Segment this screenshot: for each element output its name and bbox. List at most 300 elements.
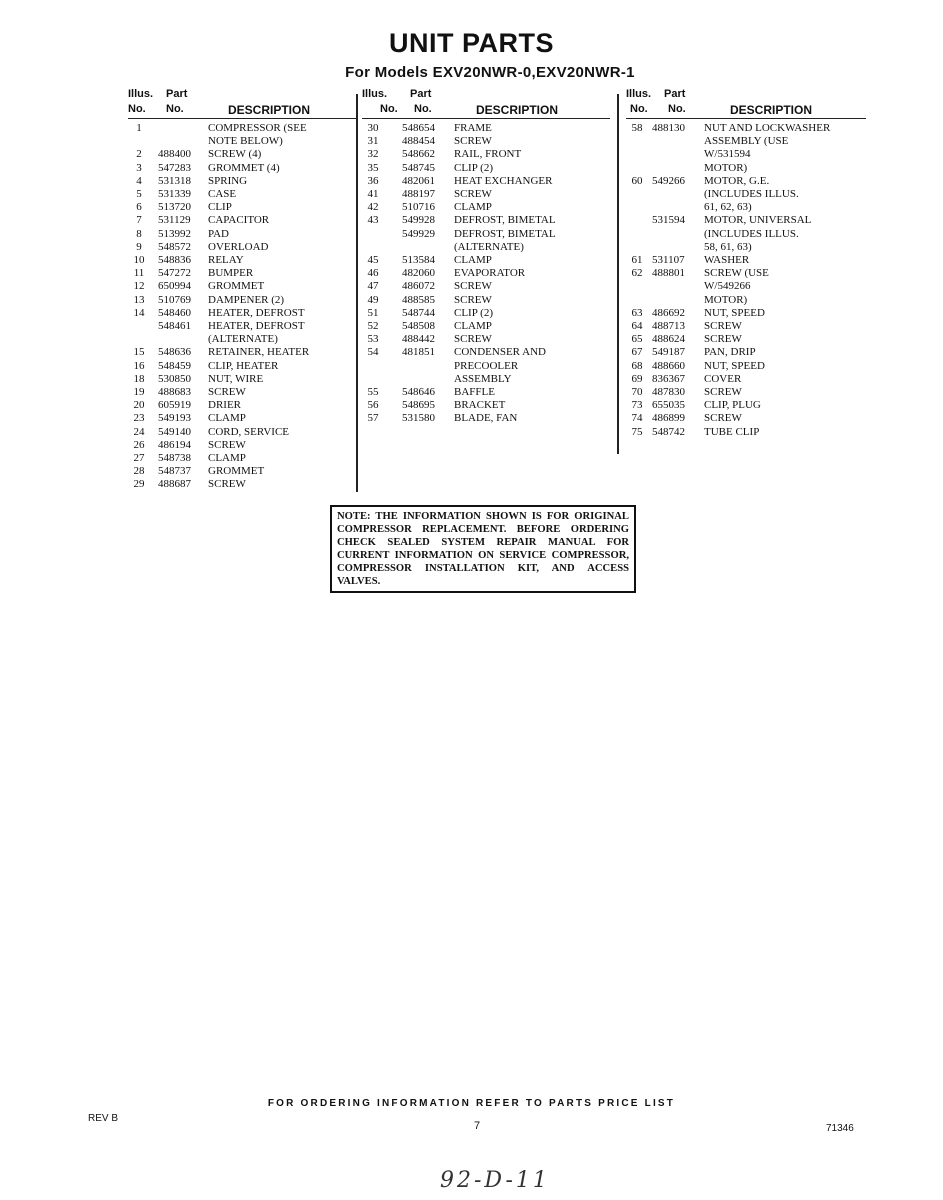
- header-description: DESCRIPTION: [228, 103, 311, 117]
- part-description: [454, 346, 610, 386]
- description-line: BLADE, FAN: [454, 412, 518, 425]
- description-line: HEATER, DEFROST: [208, 306, 305, 319]
- table-row: [128, 360, 356, 373]
- table-row: [626, 320, 866, 333]
- illus-number: 43: [367, 214, 379, 227]
- part-number: 530850: [158, 372, 191, 385]
- description-line: EVAPORATOR: [454, 267, 526, 280]
- table-row: [362, 135, 610, 148]
- part-description: [208, 386, 356, 399]
- description-line: RETAINER, HEATER: [208, 346, 310, 359]
- part-number: 488624: [652, 333, 685, 346]
- table-row: [362, 162, 610, 175]
- illus-number: 13: [133, 293, 145, 306]
- part-description: [208, 254, 356, 267]
- parts-column-2: [362, 88, 610, 426]
- description-line: HEATER, DEFROST: [208, 320, 305, 333]
- page-title: UNIT PARTS: [389, 28, 554, 58]
- table-row: [128, 254, 356, 267]
- description-line: GROMMET: [208, 280, 265, 293]
- illus-number: 65: [631, 333, 643, 346]
- illus-number: 69: [631, 372, 643, 385]
- header-part: Part: [410, 88, 432, 100]
- illus-number: 73: [631, 399, 643, 412]
- description-line: OVERLOAD: [208, 240, 269, 253]
- part-description: [704, 333, 866, 346]
- part-number: 549187: [652, 346, 685, 359]
- part-description: [208, 373, 356, 386]
- table-row: [128, 346, 356, 359]
- table-row: [362, 214, 610, 227]
- table-row: [362, 333, 610, 346]
- illus-number: 16: [133, 359, 145, 372]
- table-row: [626, 267, 866, 307]
- part-description: [208, 399, 356, 412]
- illus-number: 56: [367, 399, 379, 412]
- part-number: 488801: [652, 267, 685, 280]
- part-number: 836367: [652, 372, 685, 385]
- part-description: [208, 148, 356, 161]
- description-line: CLIP, HEATER: [208, 359, 279, 372]
- illus-number: 24: [133, 425, 145, 438]
- illus-number: 10: [133, 254, 145, 267]
- description-line: GROMMET: [208, 465, 265, 478]
- table-row: [128, 399, 356, 412]
- part-number: 548662: [402, 148, 435, 161]
- description-line: ASSEMBLY (USE: [704, 135, 789, 148]
- illus-number: 46: [367, 267, 379, 280]
- header-description: DESCRIPTION: [476, 103, 559, 117]
- part-number: 548836: [158, 254, 191, 267]
- part-number: 488454: [402, 135, 435, 148]
- table-row: [128, 320, 356, 346]
- illus-number: 74: [631, 412, 643, 425]
- page-number: 7: [474, 1120, 481, 1132]
- description-line: GROMMET (4): [208, 161, 280, 174]
- part-number: 655035: [652, 399, 685, 412]
- part-number: 531339: [158, 188, 191, 201]
- table-row: [128, 452, 356, 465]
- part-number: 488713: [652, 320, 685, 333]
- illus-number: 58: [631, 122, 643, 134]
- header-part: Part: [664, 88, 686, 100]
- part-description: [704, 254, 866, 267]
- table-row: [128, 175, 356, 188]
- illus-number: 15: [133, 346, 145, 359]
- illus-number: 52: [367, 320, 379, 333]
- part-number: 549193: [158, 412, 191, 425]
- part-number: 488660: [652, 359, 685, 372]
- part-description: [704, 399, 866, 412]
- table-row: [626, 373, 866, 386]
- illus-number: 54: [367, 346, 379, 359]
- description-line: CLIP (2): [454, 161, 494, 174]
- illus-number: 20: [133, 399, 145, 412]
- illus-number: 57: [367, 412, 379, 425]
- description-line: TUBE CLIP: [704, 425, 760, 438]
- part-description: [454, 228, 610, 254]
- revision-label: REV B: [88, 1113, 119, 1124]
- part-number: 548742: [652, 425, 685, 438]
- part-number: 486899: [652, 412, 685, 425]
- part-description: [704, 360, 866, 373]
- part-description: [704, 426, 866, 439]
- part-number: 531580: [402, 412, 435, 425]
- illus-number: 75: [631, 425, 643, 438]
- part-description: [704, 320, 866, 333]
- part-number: 548744: [402, 306, 435, 319]
- description-line: CLIP: [208, 201, 232, 214]
- description-line: CASE: [208, 188, 237, 201]
- table-row: [362, 412, 610, 425]
- illus-number: 63: [631, 306, 643, 319]
- illus-number: 53: [367, 333, 379, 346]
- part-number: 549266: [652, 174, 685, 187]
- ordering-footer: FOR ORDERING INFORMATION REFER TO PARTS PRICE LIST: [267, 1098, 676, 1109]
- part-number: 488687: [158, 478, 191, 491]
- table-row: [626, 122, 866, 175]
- illus-number: 61: [631, 254, 643, 267]
- table-row: [128, 188, 356, 201]
- description-line: SCREW: [704, 333, 742, 346]
- illus-number: 45: [367, 254, 379, 267]
- part-number: 549928: [402, 214, 435, 227]
- table-row: [362, 399, 610, 412]
- illus-number: 14: [133, 306, 145, 319]
- part-number: 548695: [402, 399, 435, 412]
- part-description: [704, 346, 866, 359]
- description-line: BUMPER: [208, 267, 254, 280]
- description-line: ASSEMBLY: [454, 372, 512, 385]
- table-row: [362, 201, 610, 214]
- illus-number: 55: [367, 386, 379, 399]
- table-row: [626, 307, 866, 320]
- part-description: [208, 228, 356, 241]
- part-number: 531107: [652, 254, 685, 267]
- table-row: [362, 280, 610, 293]
- part-description: [454, 320, 610, 333]
- description-line: SCREW: [454, 333, 492, 346]
- part-number: 510769: [158, 293, 191, 306]
- part-number: 548646: [402, 386, 435, 399]
- part-description: [454, 188, 610, 201]
- header-illus: Illus.: [626, 88, 652, 100]
- description-line: SCREW: [208, 478, 246, 491]
- description-line: WASHER: [704, 254, 750, 267]
- part-number: 548459: [158, 359, 191, 372]
- table-row: [128, 267, 356, 280]
- illus-number: 31: [367, 135, 379, 148]
- illus-number: 41: [367, 188, 379, 201]
- description-line: HEAT EXCHANGER: [454, 174, 553, 187]
- description-line: NUT, SPEED: [704, 359, 765, 372]
- parts-rows: [362, 119, 610, 426]
- part-description: [704, 307, 866, 320]
- table-row: [128, 280, 356, 293]
- illus-number: 27: [133, 452, 145, 465]
- part-number: 548461: [158, 320, 191, 333]
- part-number: 488585: [402, 293, 435, 306]
- table-row: [626, 175, 866, 215]
- table-row: [626, 426, 866, 439]
- description-line: 61, 62, 63): [704, 201, 752, 214]
- description-line: (ALTERNATE): [208, 333, 278, 346]
- description-line: SCREW: [454, 188, 492, 201]
- part-description: [454, 214, 610, 227]
- description-line: SCREW: [704, 412, 742, 425]
- description-line: NUT AND LOCKWASHER: [704, 122, 831, 134]
- description-line: CLAMP: [454, 201, 492, 214]
- table-row: [128, 162, 356, 175]
- description-line: CLAMP: [208, 412, 246, 425]
- part-description: [704, 122, 866, 175]
- column-divider: [617, 94, 619, 454]
- illus-number: 67: [631, 346, 643, 359]
- table-row: [128, 307, 356, 320]
- table-row: [362, 228, 610, 254]
- description-line: SCREW: [454, 280, 492, 293]
- column-header: [128, 88, 356, 119]
- part-description: [454, 162, 610, 175]
- header-illus-no: No.: [630, 103, 648, 115]
- document-code: 71346: [826, 1123, 854, 1134]
- description-line: PRECOOLER: [454, 359, 519, 372]
- part-number: 488130: [652, 122, 685, 134]
- table-row: [128, 201, 356, 214]
- table-row: [362, 346, 610, 386]
- parts-column-1: [128, 88, 356, 492]
- table-row: [128, 148, 356, 161]
- table-row: [128, 412, 356, 425]
- header-illus: Illus.: [128, 88, 154, 100]
- description-line: CLAMP: [454, 254, 492, 267]
- description-line: SCREW: [704, 320, 742, 333]
- part-description: [208, 241, 356, 254]
- description-line: CAPACITOR: [208, 214, 270, 227]
- illus-number: 29: [133, 478, 145, 491]
- part-number: 531594: [652, 214, 685, 227]
- table-row: [128, 478, 356, 491]
- description-line: (INCLUDES ILLUS.: [704, 188, 799, 201]
- illus-number: 6: [136, 201, 142, 214]
- part-description: [454, 201, 610, 214]
- illus-number: 30: [367, 122, 379, 134]
- table-row: [362, 122, 610, 135]
- illus-number: 11: [133, 267, 145, 280]
- part-description: [454, 280, 610, 293]
- description-line: MOTOR, UNIVERSAL: [704, 214, 812, 227]
- part-description: [208, 267, 356, 280]
- description-line: DEFROST, BIMETAL: [454, 214, 556, 227]
- table-row: [362, 188, 610, 201]
- description-line: DRIER: [208, 399, 241, 412]
- header-part-no: No.: [414, 103, 432, 115]
- part-number: 548508: [402, 320, 435, 333]
- part-description: [454, 386, 610, 399]
- table-row: [362, 320, 610, 333]
- description-line: W/549266: [704, 280, 751, 293]
- part-description: [704, 386, 866, 399]
- table-row: [128, 439, 356, 452]
- part-description: [704, 412, 866, 425]
- table-row: [362, 148, 610, 161]
- part-number: 548654: [402, 122, 435, 134]
- illus-number: 32: [367, 148, 379, 161]
- part-description: [454, 267, 610, 280]
- parts-rows: [626, 119, 866, 439]
- illus-number: 2: [136, 148, 142, 161]
- part-description: [208, 214, 356, 227]
- part-number: 548636: [158, 346, 191, 359]
- part-description: [454, 135, 610, 148]
- part-number: 549140: [158, 425, 191, 438]
- part-number: 547272: [158, 267, 191, 280]
- description-line: DAMPENER (2): [208, 293, 285, 306]
- part-number: 488197: [402, 188, 435, 201]
- part-description: [454, 333, 610, 346]
- illus-number: 4: [136, 174, 142, 187]
- part-number: 513720: [158, 201, 191, 214]
- table-row: [128, 386, 356, 399]
- description-line: MOTOR): [704, 293, 748, 306]
- table-row: [626, 386, 866, 399]
- illus-number: 19: [133, 386, 145, 399]
- part-description: [704, 214, 866, 254]
- part-number: 548460: [158, 306, 191, 319]
- description-line: SCREW: [704, 386, 742, 399]
- description-line: CONDENSER AND: [454, 346, 546, 359]
- table-row: [626, 399, 866, 412]
- part-number: 513992: [158, 227, 191, 240]
- part-number: 513584: [402, 254, 435, 267]
- table-row: [362, 294, 610, 307]
- table-row: [626, 254, 866, 267]
- illus-number: 64: [631, 320, 643, 333]
- part-number: 486194: [158, 438, 191, 451]
- illus-number: 47: [367, 280, 379, 293]
- illus-number: 9: [136, 240, 142, 253]
- description-line: MOTOR): [704, 161, 748, 174]
- description-line: SCREW: [454, 293, 492, 306]
- description-line: CLIP, PLUG: [704, 399, 761, 412]
- part-description: [208, 360, 356, 373]
- part-number: 531129: [158, 214, 191, 227]
- description-line: SPRING: [208, 174, 248, 187]
- description-line: CLAMP: [454, 320, 492, 333]
- table-row: [128, 228, 356, 241]
- table-row: [128, 214, 356, 227]
- part-description: [704, 373, 866, 386]
- parts-rows: [128, 119, 356, 492]
- header-part-no: No.: [668, 103, 686, 115]
- description-line: RELAY: [208, 254, 244, 267]
- illus-number: 3: [136, 161, 142, 174]
- part-description: [208, 201, 356, 214]
- parts-column-3: [626, 88, 866, 439]
- table-row: [626, 346, 866, 359]
- table-row: [626, 333, 866, 346]
- column-divider: [356, 94, 358, 492]
- illus-number: 51: [367, 306, 379, 319]
- compressor-note: NOTE: THE INFORMATION SHOWN IS FOR ORIGINAL COMPRESSOR REPLACEMENT. BEFORE ORDERING CHECK SEALED SYSTEM REPAIR MANUAL FOR CURRENT INFORMATION ON SERVICE COMPRESSOR, COMPRESSOR INSTALLATION KIT, AND ACCESS VALVES.: [330, 505, 636, 593]
- part-description: [704, 267, 866, 307]
- illus-number: 18: [133, 372, 145, 385]
- description-line: SCREW: [208, 438, 246, 451]
- illus-number: 62: [631, 267, 643, 280]
- illus-number: 35: [367, 161, 379, 174]
- part-description: [208, 478, 356, 491]
- table-row: [626, 412, 866, 425]
- illus-number: 7: [136, 214, 142, 227]
- description-line: FRAME: [454, 122, 492, 134]
- description-line: BAFFLE: [454, 386, 495, 399]
- part-description: [454, 307, 610, 320]
- part-description: [208, 439, 356, 452]
- table-row: [128, 465, 356, 478]
- part-number: 548737: [158, 465, 191, 478]
- part-description: [454, 254, 610, 267]
- description-line: NUT, SPEED: [704, 306, 765, 319]
- header-illus: Illus.: [362, 88, 388, 100]
- description-line: (INCLUDES ILLUS.: [704, 227, 799, 240]
- illus-number: 8: [136, 227, 142, 240]
- part-number: 547283: [158, 161, 191, 174]
- description-line: BRACKET: [454, 399, 506, 412]
- part-number: 488442: [402, 333, 435, 346]
- description-line: SCREW: [454, 135, 492, 148]
- description-line: COVER: [704, 372, 742, 385]
- illus-number: 23: [133, 412, 145, 425]
- description-line: CLAMP: [208, 452, 246, 465]
- illus-number: 49: [367, 293, 379, 306]
- description-line: CLIP (2): [454, 306, 494, 319]
- table-row: [128, 294, 356, 307]
- part-description: [208, 307, 356, 320]
- part-number: 510716: [402, 201, 435, 214]
- part-description: [454, 122, 610, 135]
- part-number: 481851: [402, 346, 435, 359]
- part-number: 548572: [158, 240, 191, 253]
- part-description: [208, 175, 356, 188]
- illus-number: 5: [136, 188, 142, 201]
- illus-number: 70: [631, 386, 643, 399]
- description-line: RAIL, FRONT: [454, 148, 522, 161]
- header-description: DESCRIPTION: [730, 103, 813, 117]
- part-description: [454, 148, 610, 161]
- description-line: SCREW (USE: [704, 267, 769, 280]
- part-description: [208, 426, 356, 439]
- part-number: 605919: [158, 399, 191, 412]
- table-row: [626, 360, 866, 373]
- table-row: [362, 267, 610, 280]
- part-description: [454, 399, 610, 412]
- part-number: 488400: [158, 148, 191, 161]
- table-row: [362, 175, 610, 188]
- part-number: 482060: [402, 267, 435, 280]
- part-description: [208, 294, 356, 307]
- description-line: (ALTERNATE): [454, 240, 524, 253]
- description-line: 58, 61, 63): [704, 240, 752, 253]
- illus-number: 12: [133, 280, 145, 293]
- part-description: [208, 162, 356, 175]
- description-line: DEFROST, BIMETAL: [454, 227, 556, 240]
- description-line: PAN, DRIP: [704, 346, 756, 359]
- illus-number: 26: [133, 438, 145, 451]
- part-number: 486692: [652, 306, 685, 319]
- description-line: W/531594: [704, 148, 751, 161]
- part-number: 482061: [402, 174, 435, 187]
- description-line: COMPRESSOR (SEE: [208, 122, 307, 134]
